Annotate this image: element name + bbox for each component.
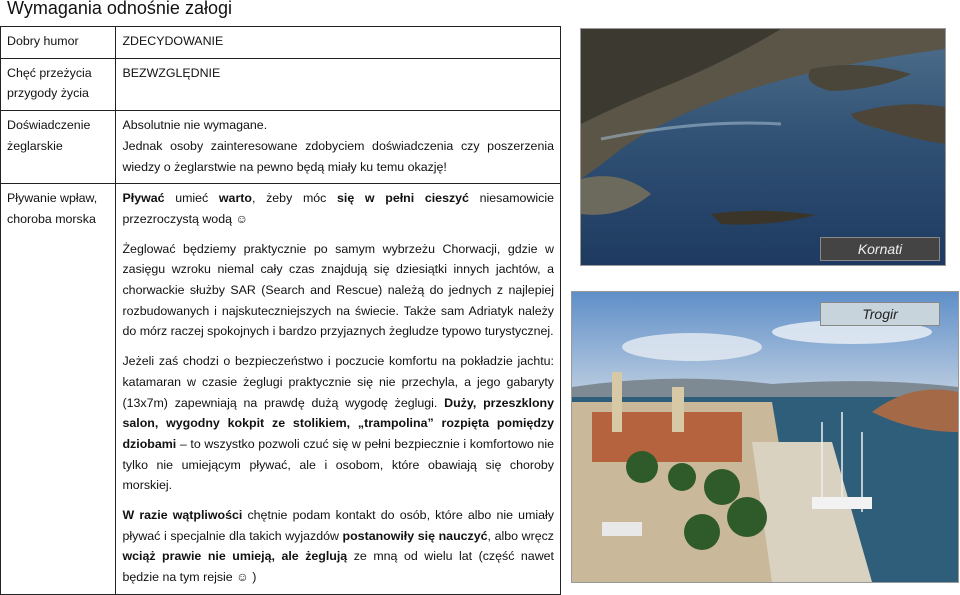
bold-text: warto (218, 191, 252, 206)
bold-text: postanowiły się nauczyć (342, 528, 488, 543)
table-row (1, 184, 561, 595)
paragraph (122, 188, 554, 229)
text: chętnie podam kontakt do osób, które albo nie umiały pływać i specjalnie dla takich wyjazdów (122, 508, 554, 543)
bold-text: się w pełni cieszyć (337, 191, 469, 206)
text: niesamowicie przezroczystą wodą ☺ (122, 191, 554, 226)
text: – to wszystko pozwoli czuć się w pełni bezpiecznie i komfortowo nie tylko nie umiejącym pływać, ale i osobom, które obawiają się choroby morskiej. (122, 436, 554, 493)
row-label: Dobry humor (1, 27, 116, 59)
text: ze mną od wielu lat (część nawet będzie na tym rejsie ☺ ) (122, 549, 554, 585)
text: Jeżeli zaś chodzi o bezpieczeństwo i poczucie komfortu na pokładzie jachtu: katamaran w czasie żeglugi praktycznie się nie przechyla, a jego gabaryty (13x7m) zapewniają na prawdę dużą wygodę żeglugi. (122, 354, 554, 410)
row-label: Chęć przeżycia przygody życia (1, 58, 116, 110)
row-value (116, 184, 561, 595)
page-title: Wymagania odnośnie załogi (7, 0, 232, 18)
photo-caption: Kornati (820, 237, 940, 261)
requirements-table (0, 26, 561, 595)
table-row (1, 111, 561, 184)
table-row (1, 58, 561, 110)
row-label: Doświadczenie żeglarskie (1, 111, 116, 184)
row-value: ZDECYDOWANIE (116, 27, 561, 59)
town-harbor-photo (571, 291, 959, 583)
text: umieć (164, 191, 219, 206)
photo-caption: Trogir (820, 302, 940, 326)
bold-text: Duży, przeszklony salon, wygodny kokpit ze stolikiem, „trampolina” rozpięta pomiędzy dziobami (122, 395, 554, 451)
paragraph (122, 505, 554, 588)
row-label: Pływanie wpław, choroba morska (1, 184, 116, 595)
bold-text: wciąż prawie nie umieją, ale żeglują (122, 549, 348, 564)
text: , żeby móc (251, 191, 338, 206)
row-value: BEZWZGLĘDNIE (116, 58, 561, 110)
bold-text: Pływać (122, 191, 165, 206)
row-value (116, 111, 561, 184)
table-row (1, 27, 561, 59)
paragraph: Absolutnie nie wymagane. (122, 118, 268, 133)
aerial-islands-photo (580, 28, 946, 266)
text: , albo wręcz (487, 528, 554, 543)
bold-text: W razie wątpliwości (122, 508, 243, 523)
paragraph: Jednak osoby zainteresowane zdobyciem doświadczenia czy poszerzenia wiedzy o żeglarstwie na pewno będą miały ku temu okazję! (122, 138, 554, 174)
paragraph: Żeglować będziemy praktycznie po samym wybrzeżu Chorwacji, gdzie w zasięgu wzroku niemal cały czas znajdują się dziesiątki innych jachtów, a chorwackie służby SAR (Search and Rescue) należą do jednych z najlepiej rozbudowanych i najskuteczniejszych na świecie. Także sam Adriatyk należy do mórz raczej spokojnych i bardzo przyjaznych żegludze typowo turystycznej. (122, 241, 554, 339)
paragraph (122, 351, 554, 496)
